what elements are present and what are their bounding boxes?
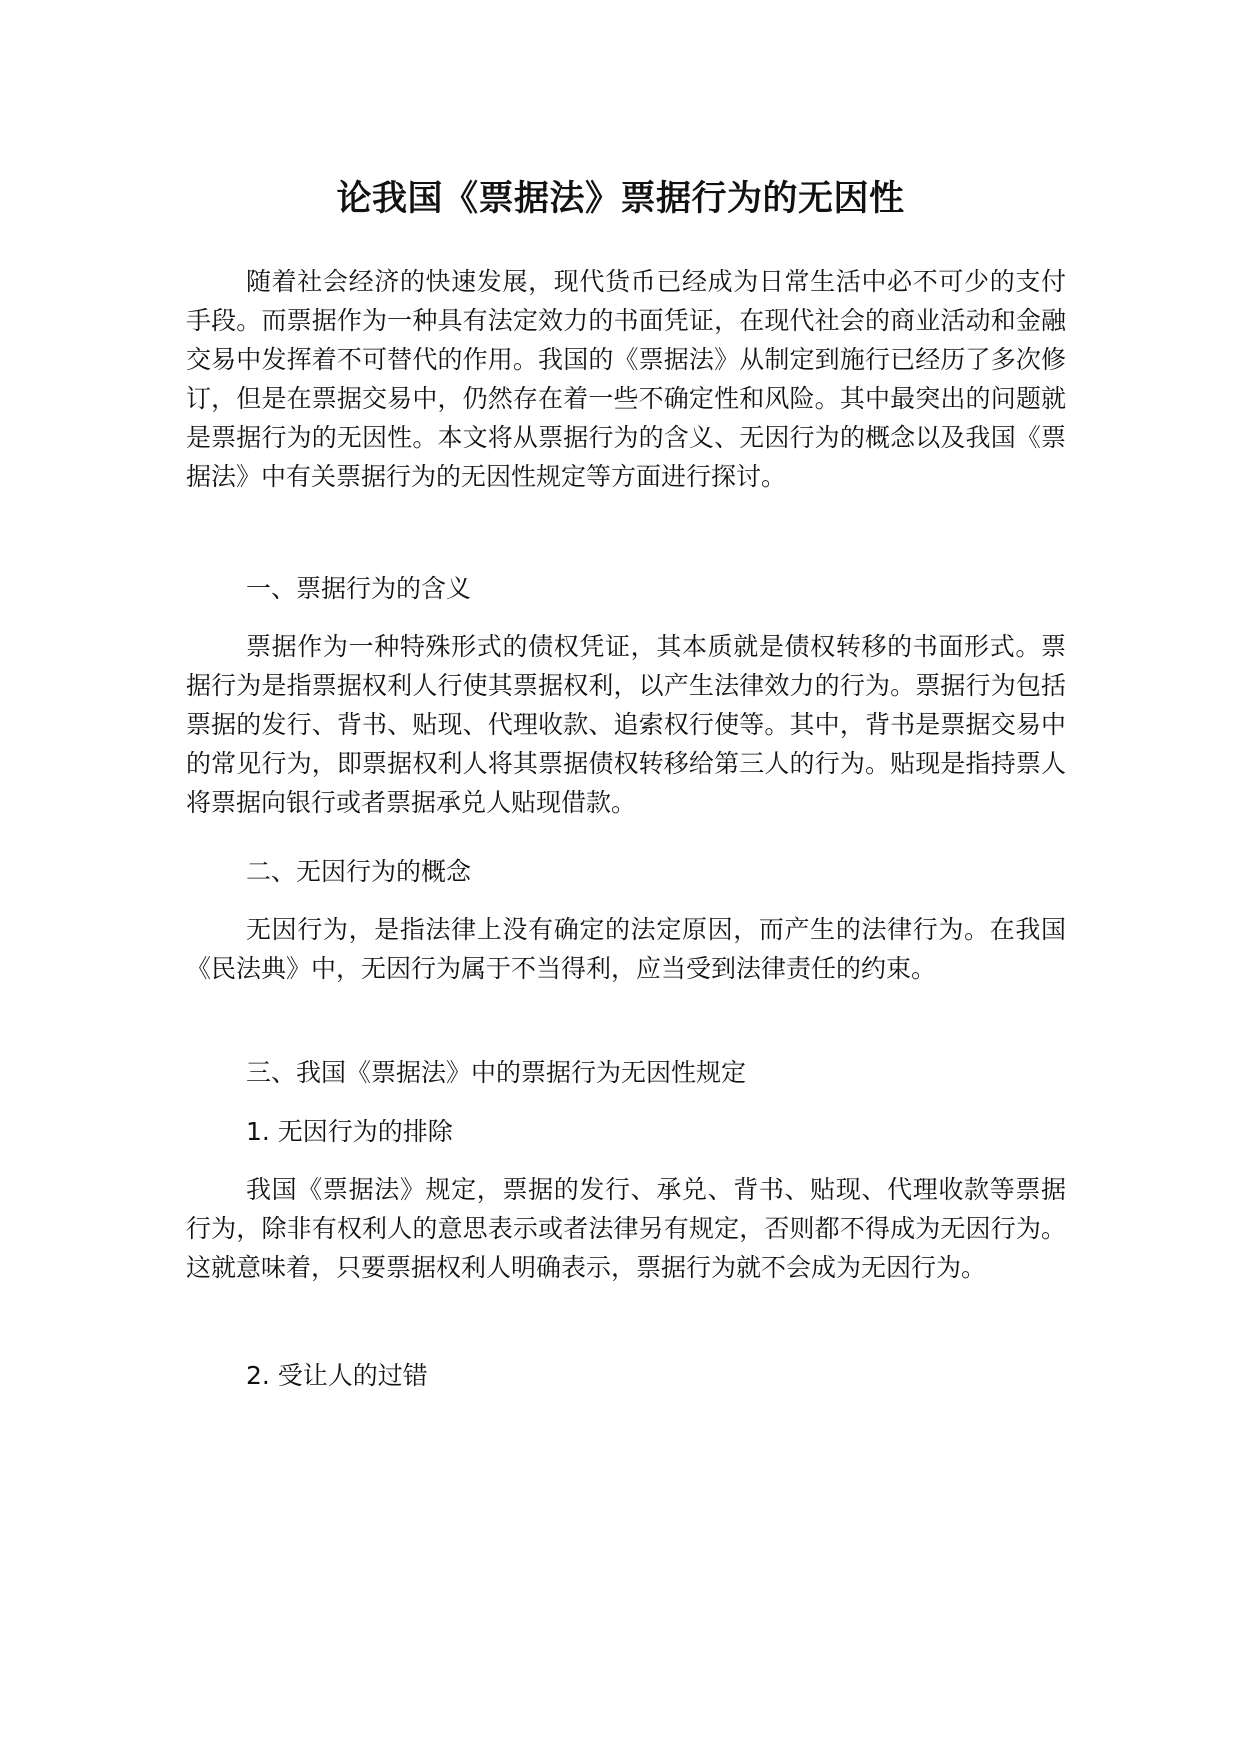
section-2-paragraph: 无因行为，是指法律上没有确定的法定原因，而产生的法律行为。在我国《民法典》中，无因行为属于不当得利，应当受到法律责任的约束。 [186, 915, 1066, 983]
section-2-heading: 二、无因行为的概念 [246, 857, 472, 886]
section-1 [186, 569, 1066, 608]
section-2-body [186, 910, 1066, 988]
section-3 [186, 1053, 1066, 1092]
section-3-heading: 三、我国《票据法》中的票据行为无因性规定 [246, 1058, 747, 1087]
section-2 [186, 852, 1066, 891]
subsection-2-heading: 2. 受让人的过错 [246, 1361, 428, 1390]
section-1-body [186, 627, 1066, 822]
intro-block [186, 262, 1066, 496]
section-1-paragraph: 票据作为一种特殊形式的债权凭证，其本质就是债权转移的书面形式。票据行为是指票据权利人行使其票据权利，以产生法律效力的行为。票据行为包括票据的发行、背书、贴现、代理收款、追索权行使等。其中，背书是票据交易中的常见行为，即票据权利人将其票据债权转移给第三人的行为。贴现是指持票人将票据向银行或者票据承兑人贴现借款。 [186, 632, 1066, 817]
subsection-1-body [186, 1170, 1066, 1287]
subsection-1 [186, 1112, 1066, 1151]
subsection-1-heading: 1. 无因行为的排除 [246, 1117, 453, 1146]
subsection-2 [186, 1356, 1066, 1395]
document-title: 论我国《票据法》票据行为的无因性 [336, 179, 905, 219]
section-1-heading: 一、票据行为的含义 [246, 574, 472, 603]
intro-paragraph: 随着社会经济的快速发展，现代货币已经成为日常生活中必不可少的支付手段。而票据作为一种具有法定效力的书面凭证，在现代社会的商业活动和金融交易中发挥着不可替代的作用。我国的《票据法》从制定到施行已经历了多次修订，但是在票据交易中，仍然存在着一些不确定性和风险。其中最突出的问题就是票据行为的无因性。本文将从票据行为的含义、无因行为的概念以及我国《票据法》中有关票据行为的无因性规定等方面进行探讨。 [186, 267, 1066, 491]
subsection-1-paragraph: 我国《票据法》规定，票据的发行、承兑、背书、贴现、代理收款等票据行为，除非有权利人的意思表示或者法律另有规定，否则都不得成为无因行为。这就意味着，只要票据权利人明确表示，票据行为就不会成为无因行为。 [186, 1175, 1066, 1282]
